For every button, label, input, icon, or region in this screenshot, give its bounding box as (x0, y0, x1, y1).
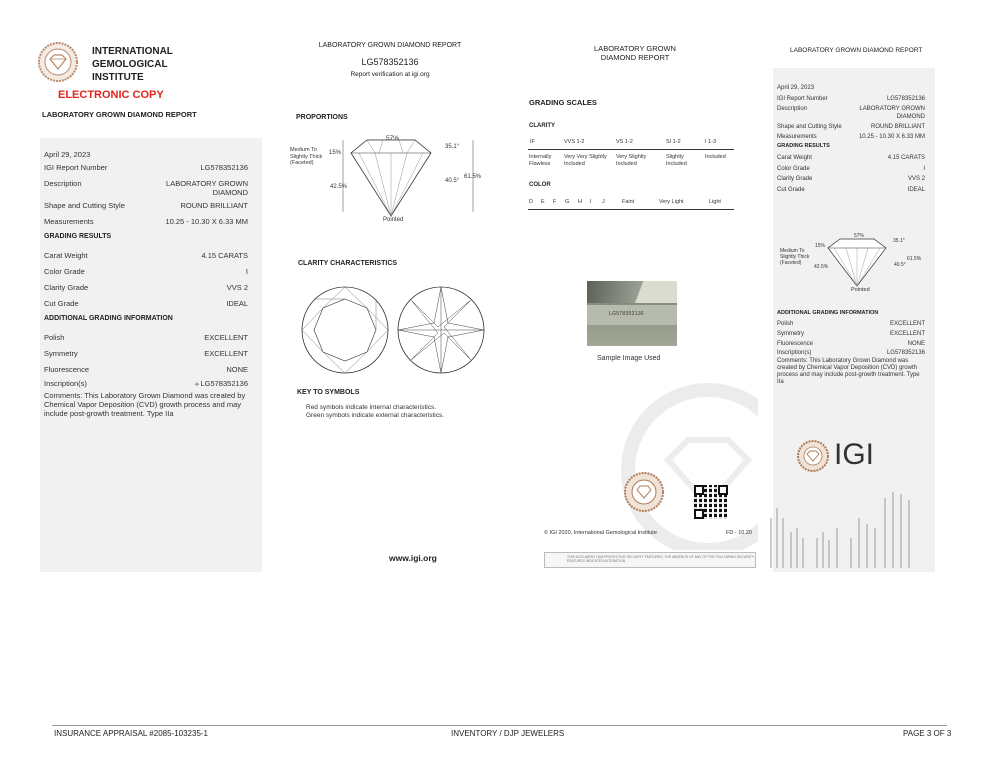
rotated-mini-report (767, 488, 917, 568)
right-date: April 29, 2023 (777, 85, 815, 91)
right-proportion-crown-angle: 35.1° (893, 238, 905, 244)
right-proportion-total-depth: 61.5% (907, 256, 922, 262)
footer-page-number: PAGE 3 OF 3 (903, 729, 952, 738)
proportion-pavilion-angle: 40.5° (445, 178, 460, 184)
color-scale-label: COLOR (529, 182, 551, 188)
igi-brand-logo-text: IGI (834, 438, 875, 471)
right-grading-clarity: Clarity Grade VVS 2 (777, 176, 925, 182)
clarity-plot-pavilion (396, 285, 486, 375)
left-additional-fluorescence: Fluorescence NONE (44, 365, 248, 374)
igi-website-link[interactable]: www.igi.org (389, 553, 437, 563)
right-grading-carat: Carat Weight 4.15 CARATS (777, 155, 925, 161)
proportion-total-depth: 61.5% (464, 174, 482, 180)
key-line-red: Red symbols indicate internal characteristics. (306, 404, 437, 411)
proportion-crown-angle: 35.1° (445, 144, 460, 150)
footer-appraisal-number: INSURANCE APPRAISAL #2085-103235-1 (54, 729, 209, 738)
left-grading-results-title: GRADING RESULTS (44, 233, 112, 240)
right-grading-color: Color Grade I (777, 166, 925, 172)
igi-seal-logo (38, 42, 78, 82)
left-additional-inscription: Inscription(s) ⟡ LG578352136 (44, 379, 248, 388)
clarity-scale-label: CLARITY (529, 123, 555, 129)
left-additional-polish: Polish EXCELLENT (44, 333, 248, 342)
right-panel-header: LABORATORY GROWN DIAMOND REPORT (790, 47, 923, 54)
right-proportion-table: 57% (854, 233, 865, 239)
left-date: April 29, 2023 (44, 150, 91, 159)
proportion-pavilion-depth: 42.5% (330, 184, 348, 190)
igi-watermark-seal (598, 380, 758, 550)
right-comments: Comments: This Laboratory Grown Diamond was created by Chemical Vapor Deposition (CVD) growth process and may include post-growth treatment. Type IIa (777, 358, 920, 385)
grading-scales-title: GRADING SCALES (529, 98, 597, 107)
left-field-measurements: Measurements 10.25 - 10.30 X 6.33 MM (44, 217, 248, 226)
left-grading-carat: Carat Weight 4.15 CARATS (44, 251, 248, 260)
right-proportion-culet: Pointed (851, 287, 870, 293)
middle-verification: Report verification at igi.org (350, 71, 430, 78)
institute-name-line2: GEMOLOGICAL (92, 59, 168, 70)
middle-report-title: LABORATORY GROWN DIAMOND REPORT (318, 42, 462, 49)
key-line-green: Green symbols indicate external characteristics. (306, 412, 445, 419)
proportion-girdle: Medium To Slightly Thick (Faceted) (290, 147, 323, 166)
security-fine-print-bar: THIS DOCUMENT HAS PROTECTIVE SECURITY FEATURES. THE ABSENCE OF ANY OF THE FOLLOWING SECURITY FEATURES INDICATES ALTERATION (544, 552, 756, 568)
right-grading-cut: Cut Grade IDEAL (777, 187, 925, 193)
right-proportion-crown-height: 15% (815, 243, 826, 249)
right-field-shape: Shape and Cutting Style ROUND BRILLIANT (777, 124, 925, 130)
right-field-description: Description LABORATORY GROWN (777, 106, 925, 112)
igi-brand-seal-icon (797, 440, 829, 472)
right-additional-title: ADDITIONAL GRADING INFORMATION (777, 310, 879, 316)
scales-title-line1: LABORATORY GROWN (594, 44, 676, 53)
left-comments: Comments: This Laboratory Grown Diamond was created by Chemical Vapor Deposition (CVD) growth process and may include post-growth treatment. Type IIa (44, 391, 246, 418)
right-additional-polish: Polish EXCELLENT (777, 321, 925, 327)
copyright-text: © IGI 2020, International Gemological Institute (544, 530, 657, 536)
right-additional-symmetry: Symmetry EXCELLENT (777, 331, 925, 337)
right-proportion-pavilion-angle: 40.5° (894, 262, 906, 268)
right-proportion-girdle: Medium To Slightly Thick (Faceted) (780, 248, 810, 266)
sample-inscription-image: LG578352136 (587, 281, 677, 346)
right-proportion-pavilion-depth: 42.5% (814, 264, 829, 270)
left-additional-title: ADDITIONAL GRADING INFORMATION (44, 315, 173, 322)
right-field-description-2: DIAMOND (896, 114, 925, 120)
clarity-characteristics-title: CLARITY CHARACTERISTICS (298, 260, 398, 267)
left-field-shape: Shape and Cutting Style ROUND BRILLIANT (44, 201, 248, 210)
institute-name-line1: INTERNATIONAL (92, 46, 173, 57)
scales-title-line2: DIAMOND REPORT (600, 53, 670, 62)
key-to-symbols-title: KEY TO SYMBOLS (297, 389, 360, 396)
igi-round-seal (624, 472, 664, 512)
left-report-title: LABORATORY GROWN DIAMOND REPORT (42, 110, 197, 119)
left-grading-color: Color Grade I (44, 267, 248, 276)
proportion-crown-height: 15% (329, 150, 342, 156)
institute-name-line3: INSTITUTE (92, 72, 144, 83)
clarity-scale: IF VVS 1-2 VS 1-2 SI 1-2 I 1-3 Internally Flawless Very Very Slightly Included Very Slightly Included Slightly Included Included (528, 137, 734, 171)
left-additional-symmetry: Symmetry EXCELLENT (44, 349, 248, 358)
footer-divider (52, 725, 947, 726)
verification-qr-code[interactable] (694, 485, 728, 519)
right-field-measurements: Measurements 10.25 - 10.30 X 6.33 MM (777, 134, 925, 140)
left-grading-clarity: Clarity Grade VVS 2 (44, 283, 248, 292)
electronic-copy-label: ELECTRONIC COPY (58, 89, 164, 101)
left-field-report-number: IGI Report Number LG578352136 (44, 163, 248, 172)
proportions-title: PROPORTIONS (296, 114, 348, 121)
sample-image-caption: Sample Image Used (597, 355, 661, 362)
proportion-culet: Pointed (383, 217, 404, 223)
right-grading-results-title: GRADING RESULTS (777, 143, 830, 149)
left-field-description: Description LABORATORY GROWN (44, 179, 248, 188)
color-scale: D E F G H I J Faint Very Light Light (528, 196, 734, 212)
proportion-table: 57% (386, 135, 400, 142)
clarity-plot-crown (300, 285, 390, 375)
middle-report-number: LG578352136 (361, 57, 419, 67)
left-field-description-2: DIAMOND (212, 188, 248, 197)
footer-inventory: INVENTORY / DJP JEWELERS (451, 729, 565, 738)
right-field-report-number: IGI Report Number LG578352136 (777, 96, 925, 102)
igi-mini-logo-icon: ⟡ (194, 382, 201, 388)
left-grading-cut: Cut Grade IDEAL (44, 299, 248, 308)
form-code: FD - 10.20 (726, 530, 752, 536)
right-additional-fluorescence: Fluorescence NONE (777, 341, 925, 347)
right-additional-inscription: Inscription(s) LG578352136 (777, 350, 925, 356)
